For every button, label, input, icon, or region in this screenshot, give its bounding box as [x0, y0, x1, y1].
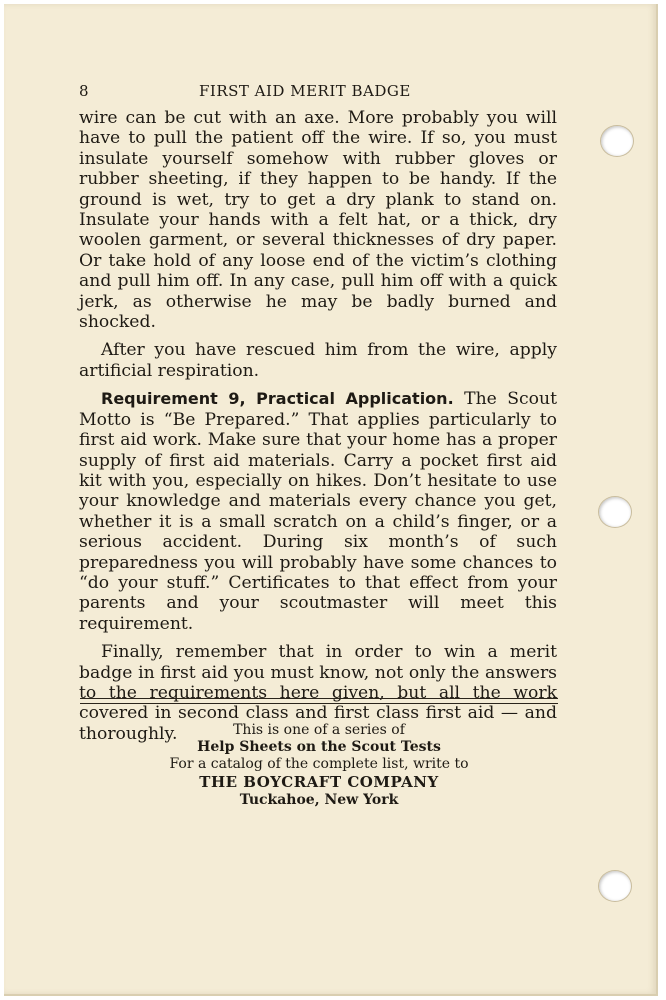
- page-header: [79, 82, 559, 106]
- paragraph: After you have rescued him from the wire, apply artificial respiration.: [79, 340, 557, 381]
- footer-notice: [80, 722, 558, 809]
- divider-rule: [80, 703, 558, 704]
- paragraph: Finally, remember that in order to win a merit badge in first aid you must know, not only the answers to the requirements here given, but all the work covered in second class and first class first aid — and thoroughly.: [79, 642, 557, 744]
- footer-location: Tuckahoe, New York: [239, 792, 399, 808]
- paragraph: [79, 389, 557, 634]
- requirement-heading: Requirement 9, Practical Application.: [101, 389, 454, 409]
- binder-hole: [598, 496, 632, 528]
- paragraph: wire can be cut with an axe. More probably you will have to pull the patient off the wire. If so, you must insulate yourself somehow with rubber gloves or rubber sheeting, if they happen to be handy. If the ground is wet, try to get a dry plank to stand on. Insulate your hands with a felt hat, or a thick, dry woolen garment, or several thicknesses of dry paper. Or take hold of any loose end of the victim’s clothing and pull him off. In any case, pull him off with a quick jerk, as otherwise he may be badly burned and shocked.: [79, 108, 557, 333]
- paragraph-text: The Scout Motto is “Be Prepared.” That applies particularly to first aid work. Make sure that your home has a proper supply of first aid materials. Carry a pocket first aid kit with you, especially on hikes. Don’t hesitate to use your knowledge and materials every chance you get, whether it is a small scratch on a child’s finger, or a serious accident. During six month’s of such preparedness you will probably have some chances to “do your stuff.” Certificates to that effect from your parents and your scoutmaster will meet this requirement.: [79, 389, 558, 634]
- running-title: FIRST AID MERIT BADGE: [199, 82, 411, 100]
- page-number: 8: [79, 82, 90, 100]
- footer-series-title: Help Sheets on the Scout Tests: [197, 739, 441, 755]
- body-text: [79, 108, 557, 744]
- footer-line: This is one of a series of: [233, 722, 405, 738]
- footer-line: For a catalog of the complete list, write to: [169, 756, 469, 772]
- divider-rule: [80, 698, 558, 699]
- binder-hole: [598, 870, 632, 902]
- binder-hole: [600, 125, 634, 157]
- footer-company: THE BOYCRAFT COMPANY: [199, 773, 439, 791]
